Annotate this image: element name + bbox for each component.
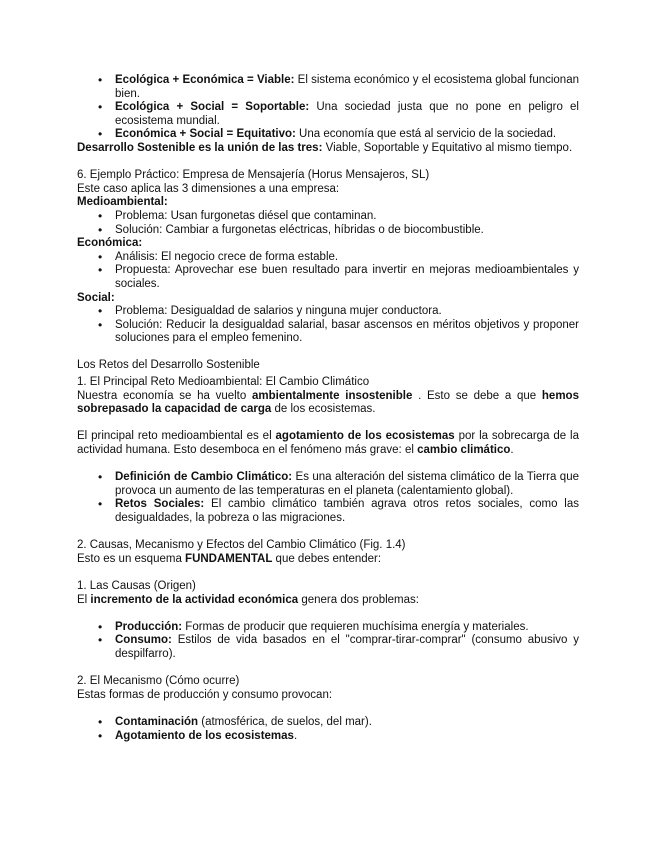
list-item: • Agotamiento de los ecosistemas. — [77, 730, 579, 744]
retos-paragraph-2: El principal reto medioambiental es el agotamiento de los ecosistemas por la sobrecarga de la actividad humana. Esto desemboca en el fenómeno más grave: el cambio climático. — [77, 430, 579, 457]
mecanismo-list — [77, 716, 579, 743]
list-item: • Solución: Cambiar a furgonetas eléctricas, híbridas o de biocombustible. — [77, 224, 579, 238]
list-item: • Consumo: Estilos de vida basados en el "comprar-tirar-comprar" (consumo abusivo y despilfarro). — [77, 634, 579, 661]
document-page — [77, 74, 579, 743]
list-item: • Producción: Formas de producir que requieren muchísima energía y materiales. — [77, 621, 579, 635]
retos-heading: Los Retos del Desarrollo Sostenible — [77, 359, 260, 372]
social-title: Social: — [77, 291, 115, 304]
list-item: • Contaminación (atmosférica, de suelos, del mar). — [77, 716, 579, 730]
list-item: • Análisis: El negocio crece de forma estable. — [77, 251, 579, 265]
social-list — [77, 305, 579, 346]
retos-paragraph-1: Nuestra economía se ha vuelto ambientalmente insostenible . Esto se debe a que hemos sobrepasado la capacidad de carga de los ecosistemas. — [77, 389, 579, 416]
causas-subheading-1: 1. Las Causas (Origen) — [77, 579, 196, 592]
retos-list — [77, 471, 579, 525]
list-item: • Problema: Desigualdad de salarios y ninguna mujer conductora. — [77, 305, 579, 319]
list-item: • Solución: Reducir la desigualdad salarial, basar ascensos en méritos objetivos y proponer soluciones para el empleo femenino. — [77, 319, 579, 346]
summary-paragraph: Desarrollo Sostenible es la unión de las tres: Viable, Soportable y Equitativo al mismo tiempo. — [77, 141, 573, 154]
dimensions-list — [77, 74, 579, 142]
causas-heading: 2. Causas, Mecanismo y Efectos del Cambio Climático (Fig. 1.4) — [77, 539, 406, 552]
list-item: • Económica + Social = Equitativo: Una economía que está al servicio de la sociedad. — [77, 128, 579, 142]
medio-title: Medioambiental: — [77, 196, 168, 209]
causas-intro: Esto es un esquema FUNDAMENTAL que debes entender: — [77, 552, 382, 565]
list-item: • Propuesta: Aprovechar ese buen resultado para invertir en mejoras medioambientales y sociales. — [77, 264, 579, 291]
medio-list — [77, 210, 579, 237]
list-item: • Problema: Usan furgonetas diésel que contaminan. — [77, 210, 579, 224]
list-item: • Ecológica + Social = Soportable: Una sociedad justa que no pone en peligro el ecosistema mundial. — [77, 101, 579, 128]
causas-list — [77, 621, 579, 662]
causas-paragraph-2: Estas formas de producción y consumo provocan: — [77, 688, 333, 701]
econ-list — [77, 251, 579, 292]
list-item: • Definición de Cambio Climático: Es una alteración del sistema climático de la Tierra que provoca un aumento de las temperaturas en el planeta (calentamiento global). — [77, 471, 579, 498]
econ-title: Económica: — [77, 237, 143, 250]
causas-paragraph-1: El incremento de la actividad económica genera dos problemas: — [77, 593, 419, 606]
causas-subheading-2: 2. El Mecanismo (Cómo ocurre) — [77, 675, 240, 688]
list-item: • Ecológica + Económica = Viable: El sistema económico y el ecosistema global funcionan bien. — [77, 74, 579, 101]
retos-subheading: 1. El Principal Reto Medioambiental: El Cambio Climático — [77, 376, 370, 389]
example-heading: 6. Ejemplo Práctico: Empresa de Mensajería (Horus Mensajeros, SL) — [77, 169, 430, 182]
example-intro: Este caso aplica las 3 dimensiones a una empresa: — [77, 182, 340, 195]
list-item: • Retos Sociales: El cambio climático también agrava otros retos sociales, como las desigualdades, la pobreza o las migraciones. — [77, 498, 579, 525]
